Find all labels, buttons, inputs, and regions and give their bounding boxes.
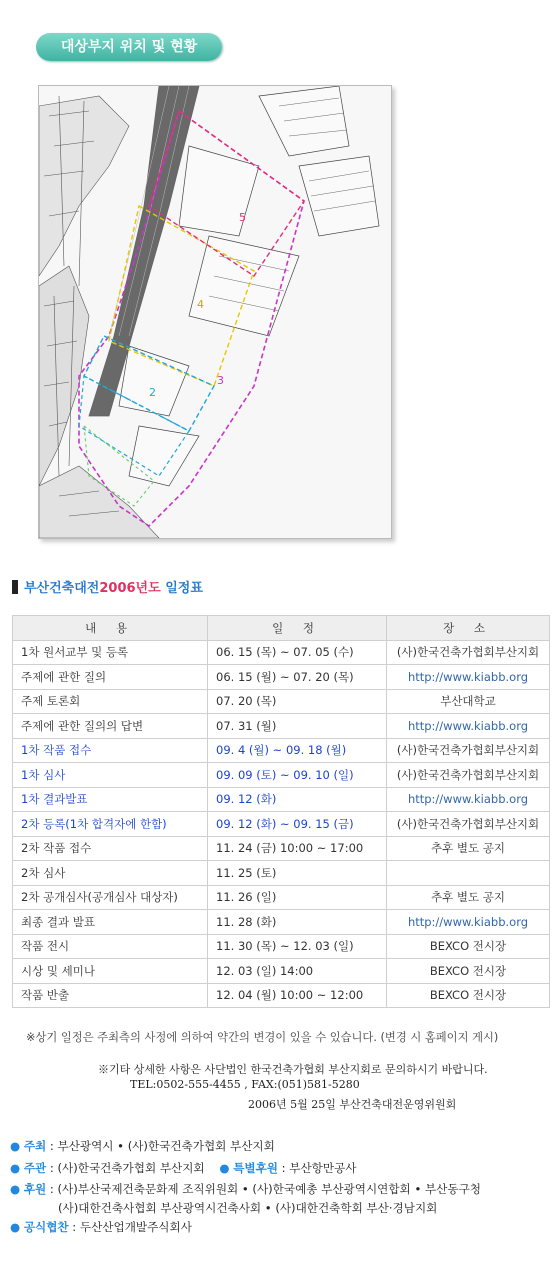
table-row — [13, 738, 550, 763]
date-cell: 07. 20 (목) — [208, 689, 387, 714]
bullet-icon: ● — [10, 1139, 21, 1153]
schedule-note: ※상기 일정은 주최측의 사정에 의하여 약간의 변경이 있을 수 있습니다. (변경 시 홈페이지 게시) — [26, 1031, 499, 1044]
sponsor-support-continued: (사)대한건축사협회 부산광역시건축사회 • (사)대한건축학회 부산·경남지회 — [58, 1201, 438, 1215]
date-cell: 07. 31 (월) — [208, 714, 387, 739]
table-row — [13, 714, 550, 739]
item-cell: 2차 작품 접수 — [13, 836, 208, 861]
schedule-header-row — [13, 616, 550, 641]
date-cell: 12. 04 (월) 10:00 ~ 12:00 — [208, 983, 387, 1008]
site-map-drawing — [39, 86, 391, 538]
item-cell: 작품 반출 — [13, 983, 208, 1008]
sponsor-official: ● 공식협찬 : 두산산업개발주식회사 — [10, 1220, 192, 1234]
place-link[interactable]: http://www.kiabb.org — [387, 714, 550, 739]
table-row — [13, 689, 550, 714]
table-row — [13, 665, 550, 690]
place-cell: BEXCO 전시장 — [387, 983, 550, 1008]
date-cell: 06. 15 (월) ~ 07. 20 (목) — [208, 665, 387, 690]
title-bar-icon — [12, 580, 18, 594]
place-cell: (사)한국건축가협회부산지회 — [387, 812, 550, 837]
item-cell: 작품 전시 — [13, 934, 208, 959]
item-cell: 1차 결과발표 — [13, 787, 208, 812]
col-header-place: 장 소 — [387, 616, 550, 641]
place-link[interactable]: http://www.kiabb.org — [387, 910, 550, 935]
item-cell: 1차 심사 — [13, 763, 208, 788]
col-header-item: 내 용 — [13, 616, 208, 641]
zone-label-4: 5 — [239, 211, 246, 224]
table-row — [13, 934, 550, 959]
item-cell: 주제에 관한 질의의 답변 — [13, 714, 208, 739]
date-cell: 09. 09 (토) ~ 09. 10 (일) — [208, 763, 387, 788]
place-cell: BEXCO 전시장 — [387, 934, 550, 959]
contact-date-signature: 2006년 5월 25일 부산건축대전운영위원회 — [248, 1098, 457, 1111]
bullet-icon: ● — [10, 1161, 21, 1175]
table-row — [13, 983, 550, 1008]
table-row — [13, 836, 550, 861]
place-cell — [387, 861, 550, 886]
place-cell: 부산대학교 — [387, 689, 550, 714]
date-cell: 11. 26 (일) — [208, 885, 387, 910]
item-cell: 1차 작품 접수 — [13, 738, 208, 763]
date-cell: 11. 24 (금) 10:00 ~ 17:00 — [208, 836, 387, 861]
section-title: 대상부지 위치 및 현황 — [60, 39, 198, 55]
bullet-icon: ● — [10, 1220, 21, 1234]
item-cell: 주제에 관한 질의 — [13, 665, 208, 690]
item-cell: 1차 원서교부 및 등록 — [13, 640, 208, 665]
date-cell: 11. 30 (목) ~ 12. 03 (일) — [208, 934, 387, 959]
contact-phone-fax: TEL:0502-555-4455 , FAX:(051)581-5280 — [130, 1078, 360, 1091]
date-cell: 12. 03 (일) 14:00 — [208, 959, 387, 984]
contact-inquiry: ※기타 상세한 사항은 사단법인 한국건축가협회 부산지회로 문의하시기 바랍니다. — [98, 1063, 488, 1076]
section-title-pill — [36, 33, 222, 61]
col-header-date: 일 정 — [208, 616, 387, 641]
table-row — [13, 812, 550, 837]
sponsor-host: ● 주최 : 부산광역시 • (사)한국건축가협회 부산지회 — [10, 1139, 275, 1153]
item-cell: 주제 토론회 — [13, 689, 208, 714]
date-cell: 11. 28 (화) — [208, 910, 387, 935]
zone-label-5: 3 — [217, 374, 224, 387]
place-cell: (사)한국건축가협회부산지회 — [387, 763, 550, 788]
site-map — [38, 85, 392, 539]
sponsor-support: ● 후원 : (사)부산국제건축문화제 조직위원회 • (사)한국예총 부산광역시연합회 • 부산동구청 — [10, 1182, 481, 1196]
date-cell: 06. 15 (목) ~ 07. 05 (수) — [208, 640, 387, 665]
table-row — [13, 787, 550, 812]
table-row — [13, 763, 550, 788]
place-cell: 추후 별도 공지 — [387, 885, 550, 910]
item-cell: 최종 결과 발표 — [13, 910, 208, 935]
table-row — [13, 959, 550, 984]
date-cell: 11. 25 (토) — [208, 861, 387, 886]
place-link[interactable]: http://www.kiabb.org — [387, 787, 550, 812]
item-cell: 2차 심사 — [13, 861, 208, 886]
item-cell: 2차 공개심사(공개심사 대상자) — [13, 885, 208, 910]
sponsor-organizer: ● 주관 : (사)한국건축가협회 부산지회 ● 특별후원 : 부산항만공사 — [10, 1161, 357, 1175]
bullet-icon: ● — [219, 1161, 230, 1175]
bullet-icon: ● — [10, 1182, 21, 1196]
place-link[interactable]: http://www.kiabb.org — [387, 665, 550, 690]
table-row — [13, 885, 550, 910]
place-cell: (사)한국건축가협회부산지회 — [387, 738, 550, 763]
table-row — [13, 861, 550, 886]
place-cell: (사)한국건축가협회부산지회 — [387, 640, 550, 665]
date-cell: 09. 4 (월) ~ 09. 18 (월) — [208, 738, 387, 763]
date-cell: 09. 12 (화) — [208, 787, 387, 812]
table-row — [13, 910, 550, 935]
item-cell: 시상 및 세미나 — [13, 959, 208, 984]
place-cell: BEXCO 전시장 — [387, 959, 550, 984]
zone-label-3: 4 — [197, 298, 204, 311]
place-cell: 추후 별도 공지 — [387, 836, 550, 861]
item-cell: 2차 등록(1차 합격자에 한함) — [13, 812, 208, 837]
date-cell: 09. 12 (화) ~ 09. 15 (금) — [208, 812, 387, 837]
table-row — [13, 640, 550, 665]
schedule-title: 부산건축대전2006년도 일정표 — [12, 577, 203, 596]
zone-label-2: 2 — [149, 386, 156, 399]
schedule-table — [12, 615, 550, 1008]
